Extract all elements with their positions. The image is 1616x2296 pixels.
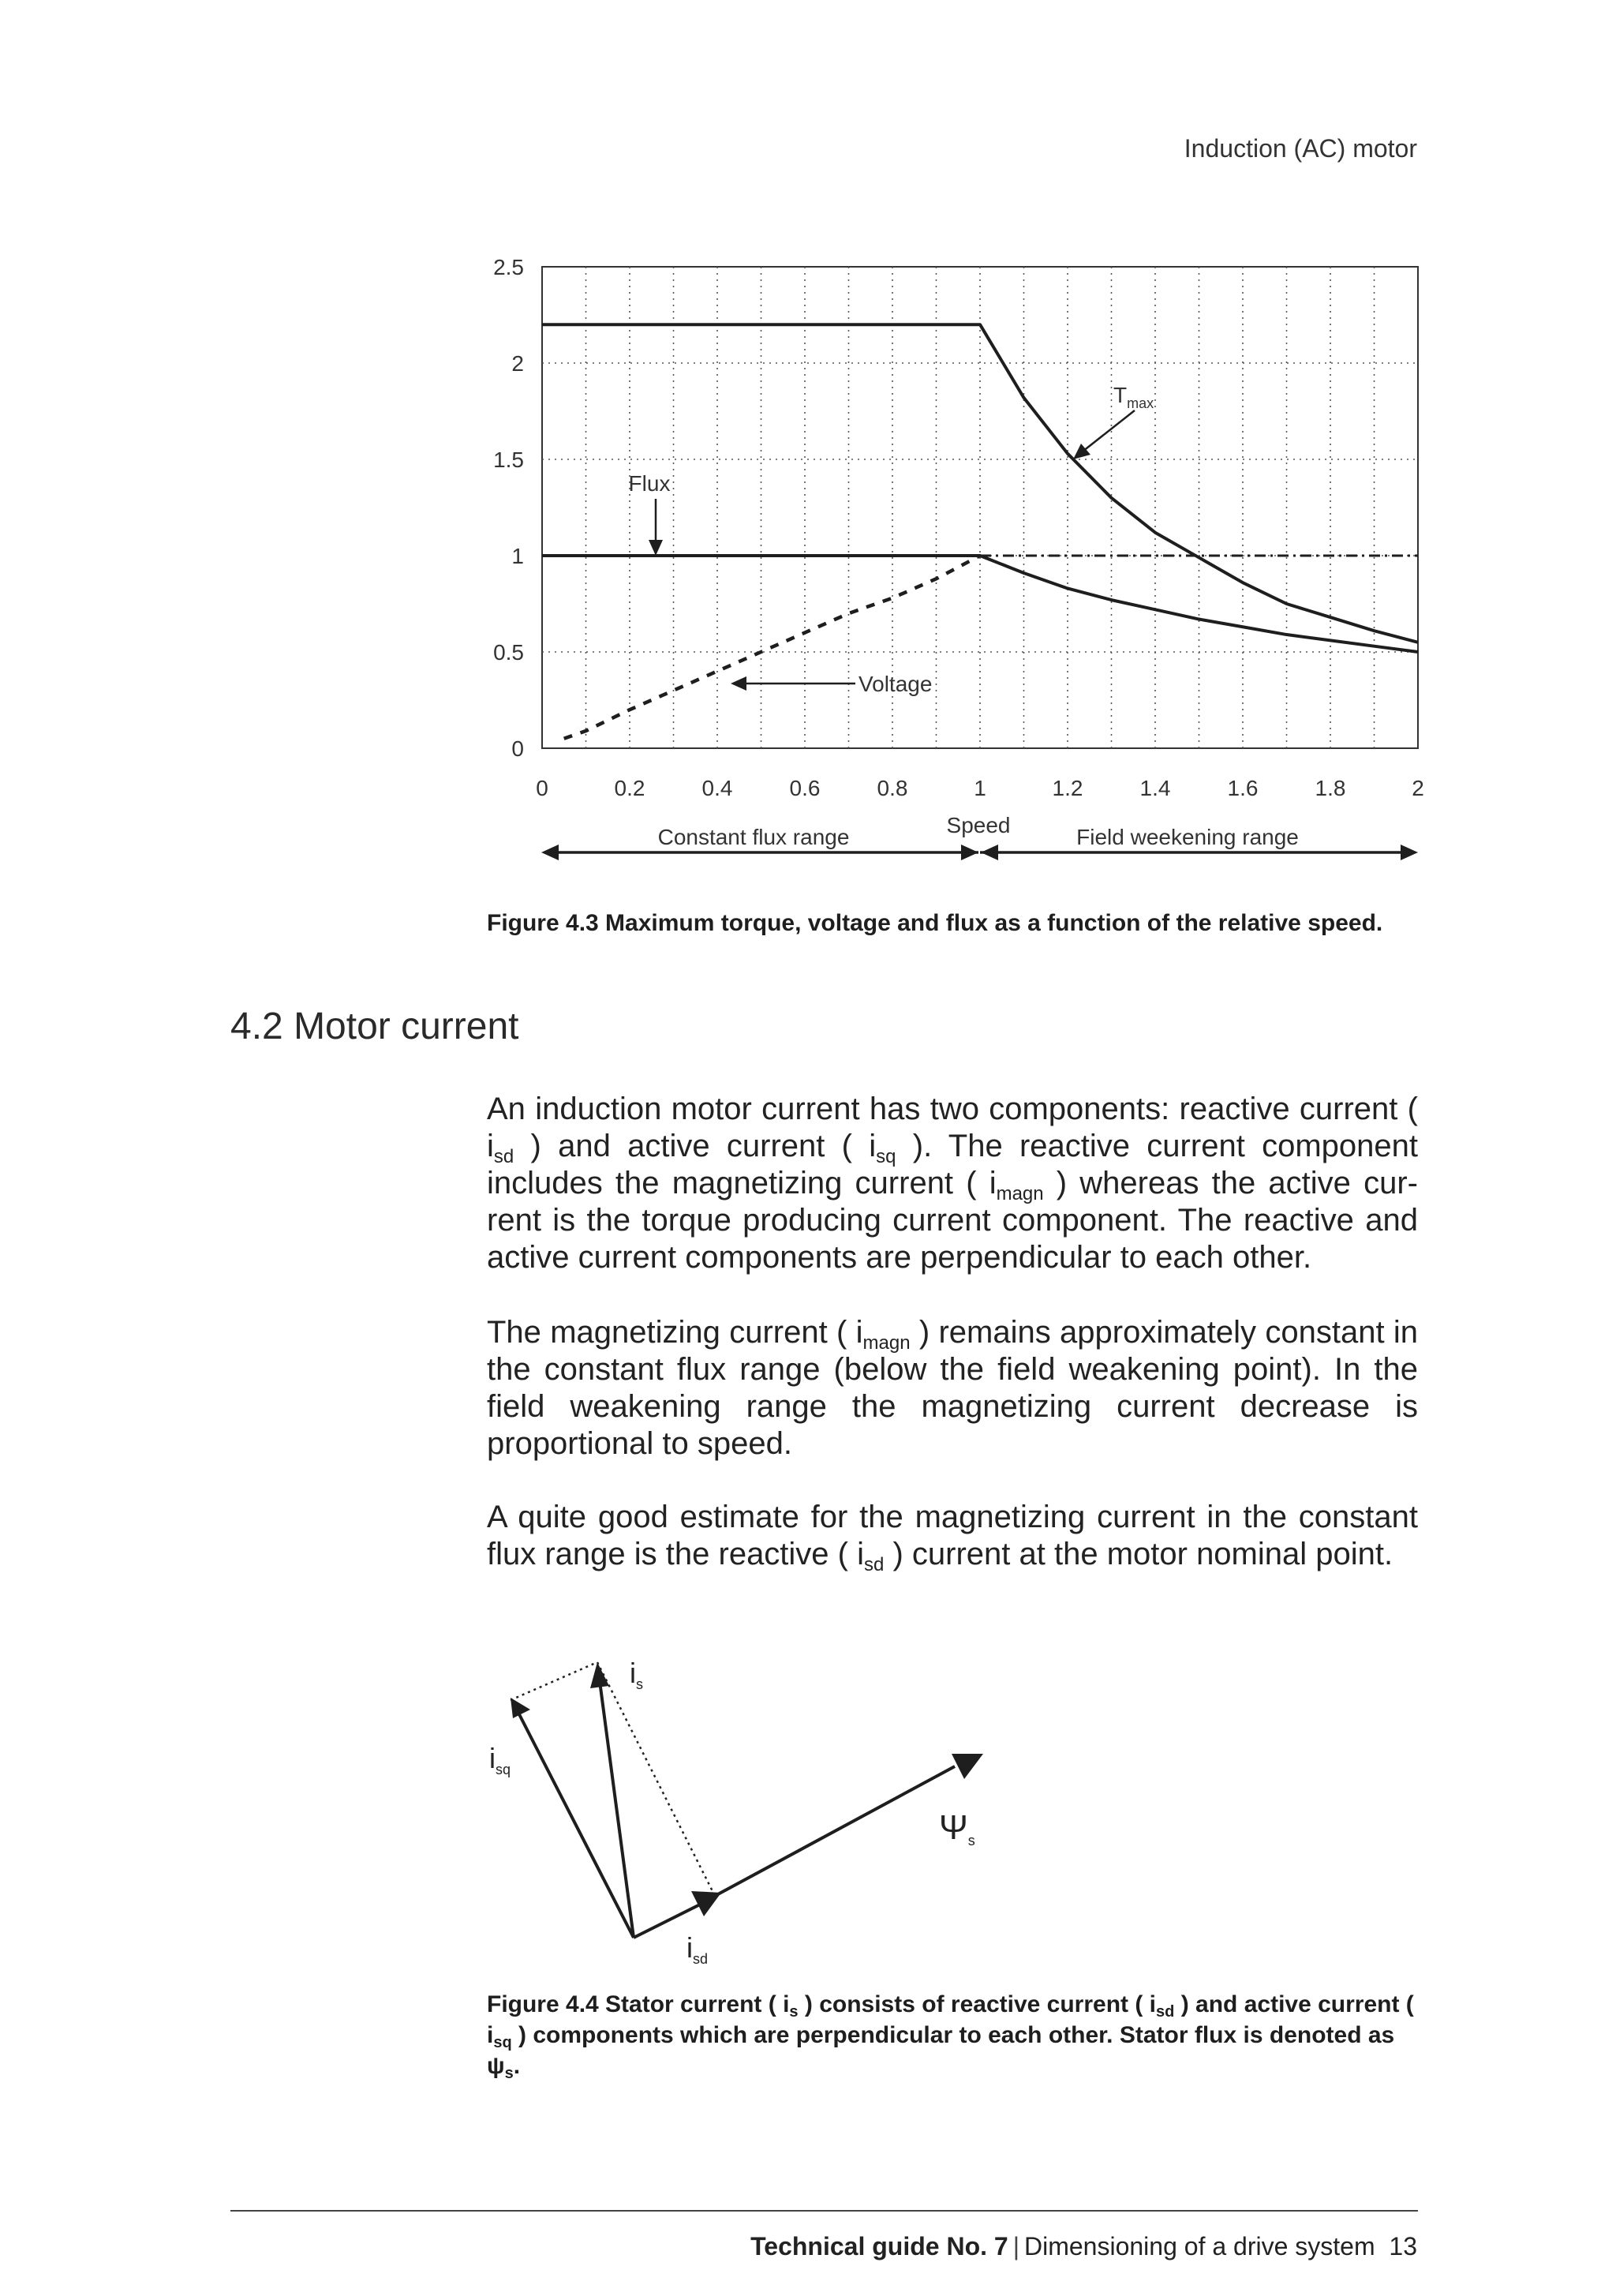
fig44-cap-sub-isq: sq bbox=[493, 2034, 512, 2051]
psi-vector-head bbox=[952, 1754, 983, 1779]
x-tick-label: 1.6 bbox=[1227, 776, 1259, 800]
x-tick-label: 0.6 bbox=[789, 776, 821, 800]
paragraph-2 bbox=[487, 1314, 1418, 1463]
is-label bbox=[630, 1657, 643, 1692]
p1-sub-imagn: magn bbox=[996, 1183, 1044, 1204]
isd-label bbox=[686, 1931, 708, 1965]
isd-label-main: i bbox=[686, 1931, 693, 1964]
projection-line-top bbox=[511, 1662, 597, 1700]
x-tick-label: 0.4 bbox=[701, 776, 733, 800]
fig44-cap-sub-isd: sd bbox=[1156, 2003, 1175, 2021]
p2-text-2: ) remains approximately constant in the constant flux range (below the field weakening point). In the field weakening range the magnetizing current decrease is proportional to speed. bbox=[487, 1315, 1418, 1461]
constant-flux-range-arrow-right bbox=[961, 845, 978, 860]
x-tick-label: 2 bbox=[1412, 776, 1424, 800]
projection-line-right bbox=[597, 1662, 716, 1899]
p1-text-1: An induction motor current has two components: reactive current ( i bbox=[487, 1092, 1418, 1163]
y-tick-label: 1 bbox=[511, 544, 524, 568]
field-weakening-range-label: Field weekening range bbox=[1076, 825, 1299, 849]
fig44-cap-sub-is: s bbox=[789, 2003, 799, 2021]
footer-guide: Technical guide No. 7 bbox=[750, 2232, 1008, 2260]
p1-text-4: ) whereas the active current is the torque producing current component. The reactive and active current components are perpendicular to each other. bbox=[487, 1166, 1418, 1275]
voltage-label: Voltage bbox=[858, 672, 933, 696]
fig44-cap-text-1: Figure 4.4 Stator current ( i bbox=[487, 1991, 790, 2017]
p3-text-2: ) current at the motor nominal point. bbox=[884, 1537, 1393, 1571]
is-vector-line bbox=[600, 1681, 634, 1938]
fig44-cap-text-4: ) components which are perpendicular to each other. Stator flux is denoted as ψ bbox=[487, 2022, 1395, 2079]
flux-pointer-head bbox=[649, 540, 663, 556]
footer-rule bbox=[230, 2210, 1418, 2212]
running-header: Induction (AC) motor bbox=[1184, 134, 1417, 163]
footer-subject: Dimensioning of a drive system bbox=[1024, 2232, 1375, 2260]
y-tick-label: 2.5 bbox=[493, 255, 524, 279]
is-label-main: i bbox=[630, 1657, 636, 1689]
series-voltage bbox=[564, 556, 980, 739]
isq-label-sub: sq bbox=[496, 1762, 511, 1777]
tmax-label-main: T bbox=[1113, 383, 1128, 407]
section-heading: 4.2 Motor current bbox=[230, 1006, 519, 1047]
x-axis-label: Speed bbox=[946, 813, 1011, 837]
psi-label-sub: s bbox=[967, 1833, 975, 1848]
p1-sub-isd: sd bbox=[493, 1146, 514, 1167]
paragraph-1 bbox=[487, 1091, 1418, 1276]
psi-vector-line bbox=[716, 1766, 955, 1895]
psi-label-main: Ψ bbox=[939, 1808, 968, 1847]
field-weakening-range-arrow-right bbox=[1401, 845, 1418, 860]
tmax-pointer-head bbox=[1073, 444, 1090, 459]
tmax-label-sub: max bbox=[1127, 395, 1154, 411]
p3-text-1: A quite good estimate for the magnetizing current in the constant flux range is the reactive ( i bbox=[487, 1500, 1418, 1571]
tmax-pointer bbox=[1083, 410, 1135, 451]
isq-label bbox=[489, 1742, 511, 1777]
y-tick-label: 1.5 bbox=[493, 448, 524, 472]
constant-flux-range-arrow-left bbox=[541, 845, 559, 860]
voltage-pointer-head bbox=[731, 676, 746, 691]
flux-label: Flux bbox=[628, 471, 671, 496]
footer-page-number: 13 bbox=[1389, 2232, 1417, 2260]
x-tick-label: 0.2 bbox=[614, 776, 645, 800]
p2-text-1: The magnetizing current ( i bbox=[487, 1315, 863, 1350]
y-tick-label: 2 bbox=[511, 351, 524, 376]
x-tick-label: 0 bbox=[536, 776, 548, 800]
grid bbox=[542, 267, 1418, 748]
footer-separator: | bbox=[1012, 2232, 1019, 2260]
x-tick-label: 1.4 bbox=[1139, 776, 1171, 800]
isq-vector-line bbox=[519, 1714, 634, 1938]
figure-4-3-chart bbox=[473, 245, 1436, 876]
series-tmax bbox=[542, 324, 1418, 642]
p3-sub-isd: sd bbox=[864, 1554, 885, 1575]
figure-4-3-caption: Figure 4.3 Maximum torque, voltage and flux as a function of the relative speed. bbox=[487, 910, 1383, 936]
page-footer bbox=[750, 2232, 1417, 2261]
x-tick-label: 1.2 bbox=[1052, 776, 1083, 800]
y-tick-label: 0 bbox=[511, 736, 524, 761]
figure-4-4-vector-diagram bbox=[473, 1626, 1026, 1965]
p1-sub-isq: sq bbox=[876, 1146, 896, 1167]
isq-label-main: i bbox=[489, 1742, 496, 1774]
figure-4-4-caption bbox=[487, 1989, 1422, 2081]
paragraph-3 bbox=[487, 1499, 1418, 1573]
p2-sub-imagn: magn bbox=[862, 1332, 911, 1354]
tmax-label bbox=[1113, 383, 1154, 411]
y-tick-label: 0.5 bbox=[493, 640, 524, 665]
x-tick-label: 1 bbox=[974, 776, 986, 800]
isd-vector-line bbox=[634, 1902, 705, 1938]
psi-label bbox=[939, 1808, 975, 1848]
x-axis-ticks bbox=[536, 776, 1424, 800]
constant-flux-range-label: Constant flux range bbox=[657, 825, 850, 849]
series bbox=[542, 324, 1418, 739]
isd-label-sub: sd bbox=[693, 1951, 709, 1965]
is-vector-head bbox=[590, 1662, 609, 1688]
field-weakening-range-arrow-left bbox=[981, 845, 998, 860]
x-tick-label: 0.8 bbox=[877, 776, 908, 800]
p1-text-3: ). The reactive current component includes the magnetizing current ( i bbox=[487, 1129, 1418, 1200]
x-tick-label: 1.8 bbox=[1315, 776, 1346, 800]
is-label-sub: s bbox=[636, 1676, 643, 1692]
fig44-cap-text-5: . bbox=[513, 2053, 521, 2079]
fig44-cap-text-2: ) consists of reactive current ( i bbox=[798, 1991, 1157, 2017]
y-axis-ticks bbox=[493, 255, 524, 761]
fig44-cap-text-3: ) and active current ( i bbox=[487, 1991, 1414, 2048]
p1-text-2: ) and active current ( i bbox=[514, 1129, 877, 1163]
fig44-cap-sub-psi: s bbox=[504, 2065, 514, 2082]
